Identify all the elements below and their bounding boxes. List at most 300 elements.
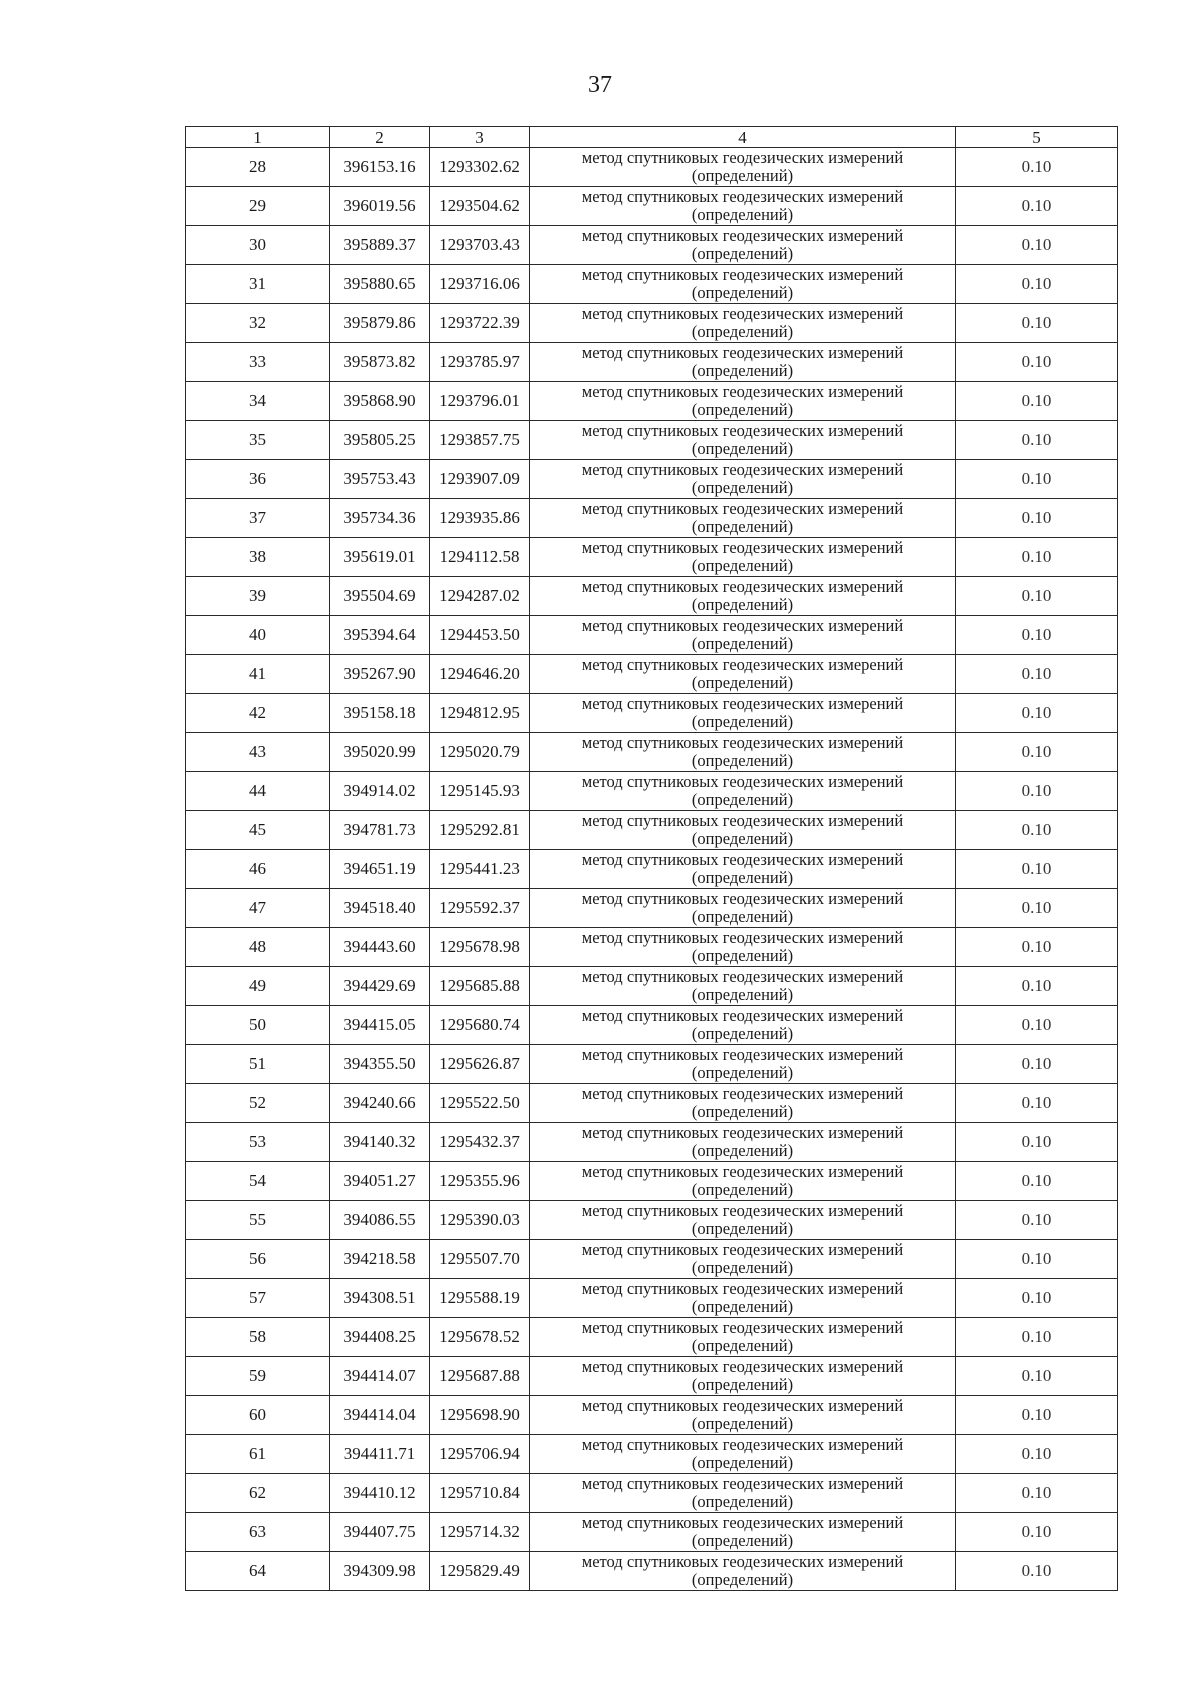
method-text-line1: метод спутниковых геодезических измерений (581, 811, 904, 830)
method-text-line1: метод спутниковых геодезических измерений (581, 382, 904, 401)
method-text-line1: метод спутниковых геодезических измерений (581, 889, 904, 908)
table-row (186, 811, 1118, 850)
method-text-line1: метод спутниковых геодезических измерений (581, 967, 904, 986)
y-coordinate-cell: 1295626.87 (430, 1045, 530, 1084)
x-coordinate-cell: 395734.36 (330, 499, 430, 538)
accuracy-cell: 0.10 (956, 1357, 1118, 1396)
method-text-line2: (определений) (691, 1375, 794, 1394)
method-text-line2: (определений) (691, 1492, 794, 1511)
y-coordinate-cell: 1295687.88 (430, 1357, 530, 1396)
point-number-cell: 60 (186, 1396, 330, 1435)
method-text-line1: метод спутниковых геодезических измерений (581, 772, 904, 791)
x-coordinate-cell: 394414.07 (330, 1357, 430, 1396)
point-number-cell: 33 (186, 343, 330, 382)
table-row (186, 187, 1118, 226)
point-number-cell: 53 (186, 1123, 330, 1162)
method-text-line2: (определений) (691, 712, 794, 731)
point-number-cell: 32 (186, 304, 330, 343)
accuracy-cell: 0.10 (956, 811, 1118, 850)
accuracy-cell: 0.10 (956, 382, 1118, 421)
x-coordinate-cell: 396019.56 (330, 187, 430, 226)
method-text-line2: (определений) (691, 517, 794, 536)
table-row (186, 265, 1118, 304)
accuracy-cell: 0.10 (956, 343, 1118, 382)
method-cell (530, 460, 956, 499)
table-row (186, 850, 1118, 889)
point-number-cell: 44 (186, 772, 330, 811)
method-cell (530, 187, 956, 226)
table-row (186, 382, 1118, 421)
accuracy-cell: 0.10 (956, 694, 1118, 733)
point-number-cell: 61 (186, 1435, 330, 1474)
x-coordinate-cell: 394414.04 (330, 1396, 430, 1435)
point-number-cell: 64 (186, 1552, 330, 1591)
y-coordinate-cell: 1295292.81 (430, 811, 530, 850)
method-cell (530, 538, 956, 577)
method-cell (530, 1045, 956, 1084)
point-number-cell: 50 (186, 1006, 330, 1045)
method-text-line2: (определений) (691, 634, 794, 653)
x-coordinate-cell: 395868.90 (330, 382, 430, 421)
y-coordinate-cell: 1295678.52 (430, 1318, 530, 1357)
accuracy-cell: 0.10 (956, 733, 1118, 772)
y-coordinate-cell: 1293716.06 (430, 265, 530, 304)
table-row (186, 967, 1118, 1006)
method-cell (530, 967, 956, 1006)
x-coordinate-cell: 395394.64 (330, 616, 430, 655)
method-text-line1: метод спутниковых геодезических измерений (581, 1318, 904, 1337)
method-text-line1: метод спутниковых геодезических измерений (581, 1396, 904, 1415)
header-cell-3: 3 (430, 127, 530, 148)
method-text-line2: (определений) (691, 1570, 794, 1589)
coordinates-table-body (186, 127, 1118, 1591)
method-cell (530, 1084, 956, 1123)
method-text-line2: (определений) (691, 751, 794, 770)
y-coordinate-cell: 1294112.58 (430, 538, 530, 577)
table-row (186, 1201, 1118, 1240)
method-cell (530, 1474, 956, 1513)
method-cell (530, 772, 956, 811)
method-cell (530, 1357, 956, 1396)
point-number-cell: 52 (186, 1084, 330, 1123)
accuracy-cell: 0.10 (956, 1045, 1118, 1084)
accuracy-cell: 0.10 (956, 928, 1118, 967)
x-coordinate-cell: 394355.50 (330, 1045, 430, 1084)
point-number-cell: 55 (186, 1201, 330, 1240)
x-coordinate-cell: 394914.02 (330, 772, 430, 811)
table-row (186, 1006, 1118, 1045)
header-cell-4: 4 (530, 127, 956, 148)
y-coordinate-cell: 1295706.94 (430, 1435, 530, 1474)
x-coordinate-cell: 395889.37 (330, 226, 430, 265)
accuracy-cell: 0.10 (956, 1201, 1118, 1240)
header-cell-5: 5 (956, 127, 1118, 148)
method-cell (530, 889, 956, 928)
method-text-line1: метод спутниковых геодезических измерений (581, 1435, 904, 1454)
method-text-line2: (определений) (691, 439, 794, 458)
point-number-cell: 42 (186, 694, 330, 733)
method-text-line2: (определений) (691, 868, 794, 887)
point-number-cell: 46 (186, 850, 330, 889)
method-text-line2: (определений) (691, 985, 794, 1004)
method-text-line1: метод спутниковых геодезических измерений (581, 1045, 904, 1064)
accuracy-cell: 0.10 (956, 889, 1118, 928)
point-number-cell: 43 (186, 733, 330, 772)
method-text-line2: (определений) (691, 673, 794, 692)
method-text-line2: (определений) (691, 478, 794, 497)
x-coordinate-cell: 394407.75 (330, 1513, 430, 1552)
method-text-line2: (определений) (691, 1336, 794, 1355)
accuracy-cell: 0.10 (956, 1396, 1118, 1435)
accuracy-cell: 0.10 (956, 1123, 1118, 1162)
y-coordinate-cell: 1295432.37 (430, 1123, 530, 1162)
method-cell (530, 265, 956, 304)
method-text-line2: (определений) (691, 595, 794, 614)
point-number-cell: 39 (186, 577, 330, 616)
y-coordinate-cell: 1293796.01 (430, 382, 530, 421)
accuracy-cell: 0.10 (956, 460, 1118, 499)
method-text-line2: (определений) (691, 1531, 794, 1550)
accuracy-cell: 0.10 (956, 655, 1118, 694)
table-row (186, 733, 1118, 772)
accuracy-cell: 0.10 (956, 1474, 1118, 1513)
method-text-line2: (определений) (691, 322, 794, 341)
x-coordinate-cell: 395267.90 (330, 655, 430, 694)
y-coordinate-cell: 1293504.62 (430, 187, 530, 226)
y-coordinate-cell: 1293785.97 (430, 343, 530, 382)
accuracy-cell: 0.10 (956, 1552, 1118, 1591)
accuracy-cell: 0.10 (956, 304, 1118, 343)
method-text-line2: (определений) (691, 166, 794, 185)
x-coordinate-cell: 394240.66 (330, 1084, 430, 1123)
page-number: 37 (588, 72, 612, 98)
accuracy-cell: 0.10 (956, 772, 1118, 811)
y-coordinate-cell: 1295710.84 (430, 1474, 530, 1513)
point-number-cell: 35 (186, 421, 330, 460)
method-cell (530, 616, 956, 655)
x-coordinate-cell: 395158.18 (330, 694, 430, 733)
method-cell (530, 694, 956, 733)
point-number-cell: 38 (186, 538, 330, 577)
table-row (186, 1240, 1118, 1279)
table-row (186, 616, 1118, 655)
method-cell (530, 421, 956, 460)
method-cell (530, 577, 956, 616)
method-cell (530, 343, 956, 382)
point-number-cell: 54 (186, 1162, 330, 1201)
method-text-line2: (определений) (691, 1180, 794, 1199)
x-coordinate-cell: 394408.25 (330, 1318, 430, 1357)
method-text-line1: метод спутниковых геодезических измерений (581, 655, 904, 674)
x-coordinate-cell: 394308.51 (330, 1279, 430, 1318)
accuracy-cell: 0.10 (956, 967, 1118, 1006)
x-coordinate-cell: 395504.69 (330, 577, 430, 616)
accuracy-cell: 0.10 (956, 850, 1118, 889)
accuracy-cell: 0.10 (956, 1279, 1118, 1318)
method-cell (530, 1201, 956, 1240)
method-text-line2: (определений) (691, 1297, 794, 1316)
method-cell (530, 733, 956, 772)
y-coordinate-cell: 1295698.90 (430, 1396, 530, 1435)
method-text-line2: (определений) (691, 283, 794, 302)
table-row (186, 148, 1118, 187)
y-coordinate-cell: 1293907.09 (430, 460, 530, 499)
y-coordinate-cell: 1295390.03 (430, 1201, 530, 1240)
y-coordinate-cell: 1293703.43 (430, 226, 530, 265)
x-coordinate-cell: 394415.05 (330, 1006, 430, 1045)
method-text-line2: (определений) (691, 907, 794, 926)
method-cell (530, 1006, 956, 1045)
point-number-cell: 47 (186, 889, 330, 928)
method-cell (530, 1318, 956, 1357)
point-number-cell: 48 (186, 928, 330, 967)
method-text-line2: (определений) (691, 829, 794, 848)
x-coordinate-cell: 394429.69 (330, 967, 430, 1006)
method-text-line1: метод спутниковых геодезических измерений (581, 1123, 904, 1142)
y-coordinate-cell: 1295522.50 (430, 1084, 530, 1123)
y-coordinate-cell: 1294453.50 (430, 616, 530, 655)
method-text-line1: метод спутниковых геодезических измерений (581, 694, 904, 713)
x-coordinate-cell: 394411.71 (330, 1435, 430, 1474)
table-row (186, 304, 1118, 343)
method-cell (530, 850, 956, 889)
table-row (186, 655, 1118, 694)
y-coordinate-cell: 1293722.39 (430, 304, 530, 343)
table-row (186, 1279, 1118, 1318)
method-text-line1: метод спутниковых геодезических измерений (581, 733, 904, 752)
method-text-line2: (определений) (691, 1141, 794, 1160)
header-cell-1: 1 (186, 127, 330, 148)
y-coordinate-cell: 1295592.37 (430, 889, 530, 928)
y-coordinate-cell: 1295355.96 (430, 1162, 530, 1201)
method-text-line2: (определений) (691, 1219, 794, 1238)
table-row (186, 1162, 1118, 1201)
accuracy-cell: 0.10 (956, 265, 1118, 304)
method-text-line1: метод спутниковых геодезических измерений (581, 304, 904, 323)
x-coordinate-cell: 394140.32 (330, 1123, 430, 1162)
method-text-line1: метод спутниковых геодезических измерений (581, 1513, 904, 1532)
method-text-line1: метод спутниковых геодезических измерений (581, 1552, 904, 1571)
method-cell (530, 1435, 956, 1474)
x-coordinate-cell: 394651.19 (330, 850, 430, 889)
table-row (186, 421, 1118, 460)
x-coordinate-cell: 395805.25 (330, 421, 430, 460)
table-row (186, 1474, 1118, 1513)
method-text-line1: метод спутниковых геодезических измерений (581, 577, 904, 596)
table-row (186, 499, 1118, 538)
method-text-line2: (определений) (691, 1102, 794, 1121)
point-number-cell: 40 (186, 616, 330, 655)
method-text-line2: (определений) (691, 1024, 794, 1043)
point-number-cell: 49 (186, 967, 330, 1006)
point-number-cell: 62 (186, 1474, 330, 1513)
table-row (186, 1045, 1118, 1084)
y-coordinate-cell: 1295441.23 (430, 850, 530, 889)
method-text-line1: метод спутниковых геодезических измерений (581, 850, 904, 869)
method-text-line2: (определений) (691, 1453, 794, 1472)
method-text-line2: (определений) (691, 400, 794, 419)
table-row (186, 1396, 1118, 1435)
table-row (186, 1435, 1118, 1474)
method-text-line1: метод спутниковых геодезических измерений (581, 343, 904, 362)
method-text-line1: метод спутниковых геодезических измерений (581, 928, 904, 947)
y-coordinate-cell: 1295829.49 (430, 1552, 530, 1591)
table-row (186, 1552, 1118, 1591)
method-text-line2: (определений) (691, 556, 794, 575)
x-coordinate-cell: 395873.82 (330, 343, 430, 382)
x-coordinate-cell: 396153.16 (330, 148, 430, 187)
method-text-line1: метод спутниковых геодезических измерений (581, 616, 904, 635)
accuracy-cell: 0.10 (956, 1513, 1118, 1552)
x-coordinate-cell: 394410.12 (330, 1474, 430, 1513)
method-text-line1: метод спутниковых геодезических измерений (581, 1006, 904, 1025)
y-coordinate-cell: 1293302.62 (430, 148, 530, 187)
x-coordinate-cell: 394518.40 (330, 889, 430, 928)
method-cell (530, 1162, 956, 1201)
point-number-cell: 59 (186, 1357, 330, 1396)
table-row (186, 1318, 1118, 1357)
method-text-line1: метод спутниковых геодезических измерений (581, 460, 904, 479)
method-text-line1: метод спутниковых геодезических измерений (581, 1279, 904, 1298)
table-row (186, 1357, 1118, 1396)
point-number-cell: 58 (186, 1318, 330, 1357)
table-row (186, 343, 1118, 382)
point-number-cell: 31 (186, 265, 330, 304)
method-text-line1: метод спутниковых геодезических измерений (581, 226, 904, 245)
method-text-line1: метод спутниковых геодезических измерений (581, 538, 904, 557)
method-cell (530, 1123, 956, 1162)
table-row (186, 538, 1118, 577)
x-coordinate-cell: 395880.65 (330, 265, 430, 304)
method-cell (530, 1279, 956, 1318)
method-text-line2: (определений) (691, 1258, 794, 1277)
method-text-line1: метод спутниковых геодезических измерений (581, 1084, 904, 1103)
point-number-cell: 29 (186, 187, 330, 226)
y-coordinate-cell: 1295678.98 (430, 928, 530, 967)
point-number-cell: 57 (186, 1279, 330, 1318)
point-number-cell: 63 (186, 1513, 330, 1552)
table-row (186, 226, 1118, 265)
method-text-line2: (определений) (691, 790, 794, 809)
method-text-line2: (определений) (691, 205, 794, 224)
method-text-line2: (определений) (691, 1063, 794, 1082)
method-text-line1: метод спутниковых геодезических измерений (581, 265, 904, 284)
point-number-cell: 37 (186, 499, 330, 538)
x-coordinate-cell: 394218.58 (330, 1240, 430, 1279)
table-row (186, 694, 1118, 733)
y-coordinate-cell: 1295588.19 (430, 1279, 530, 1318)
accuracy-cell: 0.10 (956, 1318, 1118, 1357)
table-row (186, 889, 1118, 928)
point-number-cell: 56 (186, 1240, 330, 1279)
method-text-line1: метод спутниковых геодезических измерений (581, 187, 904, 206)
accuracy-cell: 0.10 (956, 538, 1118, 577)
table-row (186, 1084, 1118, 1123)
table-header-row (186, 127, 1118, 148)
x-coordinate-cell: 394781.73 (330, 811, 430, 850)
y-coordinate-cell: 1295685.88 (430, 967, 530, 1006)
point-number-cell: 41 (186, 655, 330, 694)
x-coordinate-cell: 394309.98 (330, 1552, 430, 1591)
x-coordinate-cell: 394051.27 (330, 1162, 430, 1201)
y-coordinate-cell: 1295145.93 (430, 772, 530, 811)
method-cell (530, 655, 956, 694)
header-cell-2: 2 (330, 127, 430, 148)
point-number-cell: 30 (186, 226, 330, 265)
point-number-cell: 34 (186, 382, 330, 421)
accuracy-cell: 0.10 (956, 1162, 1118, 1201)
method-text-line1: метод спутниковых геодезических измерений (581, 148, 904, 167)
table-row (186, 1513, 1118, 1552)
y-coordinate-cell: 1293857.75 (430, 421, 530, 460)
table-row (186, 928, 1118, 967)
y-coordinate-cell: 1293935.86 (430, 499, 530, 538)
method-text-line1: метод спутниковых геодезических измерений (581, 1240, 904, 1259)
point-number-cell: 45 (186, 811, 330, 850)
accuracy-cell: 0.10 (956, 616, 1118, 655)
method-text-line1: метод спутниковых геодезических измерений (581, 1357, 904, 1376)
method-text-line2: (определений) (691, 361, 794, 380)
accuracy-cell: 0.10 (956, 1435, 1118, 1474)
x-coordinate-cell: 394443.60 (330, 928, 430, 967)
accuracy-cell: 0.10 (956, 1240, 1118, 1279)
method-text-line2: (определений) (691, 946, 794, 965)
x-coordinate-cell: 395020.99 (330, 733, 430, 772)
method-cell (530, 928, 956, 967)
method-cell (530, 1240, 956, 1279)
y-coordinate-cell: 1294646.20 (430, 655, 530, 694)
method-cell (530, 226, 956, 265)
method-text-line1: метод спутниковых геодезических измерений (581, 499, 904, 518)
accuracy-cell: 0.10 (956, 226, 1118, 265)
point-number-cell: 36 (186, 460, 330, 499)
coordinates-table (185, 126, 1118, 1591)
accuracy-cell: 0.10 (956, 577, 1118, 616)
table-row (186, 772, 1118, 811)
table-row (186, 1123, 1118, 1162)
method-cell (530, 382, 956, 421)
table-row (186, 460, 1118, 499)
point-number-cell: 51 (186, 1045, 330, 1084)
accuracy-cell: 0.10 (956, 499, 1118, 538)
y-coordinate-cell: 1294812.95 (430, 694, 530, 733)
x-coordinate-cell: 395753.43 (330, 460, 430, 499)
y-coordinate-cell: 1295020.79 (430, 733, 530, 772)
method-text-line1: метод спутниковых геодезических измерений (581, 421, 904, 440)
x-coordinate-cell: 394086.55 (330, 1201, 430, 1240)
method-cell (530, 1396, 956, 1435)
point-number-cell: 28 (186, 148, 330, 187)
method-text-line2: (определений) (691, 244, 794, 263)
method-text-line2: (определений) (691, 1414, 794, 1433)
accuracy-cell: 0.10 (956, 148, 1118, 187)
accuracy-cell: 0.10 (956, 1084, 1118, 1123)
y-coordinate-cell: 1294287.02 (430, 577, 530, 616)
method-cell (530, 811, 956, 850)
method-cell (530, 304, 956, 343)
method-cell (530, 1513, 956, 1552)
method-cell (530, 499, 956, 538)
x-coordinate-cell: 395619.01 (330, 538, 430, 577)
method-cell (530, 1552, 956, 1591)
method-text-line1: метод спутниковых геодезических измерений (581, 1162, 904, 1181)
method-cell (530, 148, 956, 187)
accuracy-cell: 0.10 (956, 421, 1118, 460)
method-text-line1: метод спутниковых геодезических измерений (581, 1474, 904, 1493)
accuracy-cell: 0.10 (956, 187, 1118, 226)
table-row (186, 577, 1118, 616)
y-coordinate-cell: 1295680.74 (430, 1006, 530, 1045)
